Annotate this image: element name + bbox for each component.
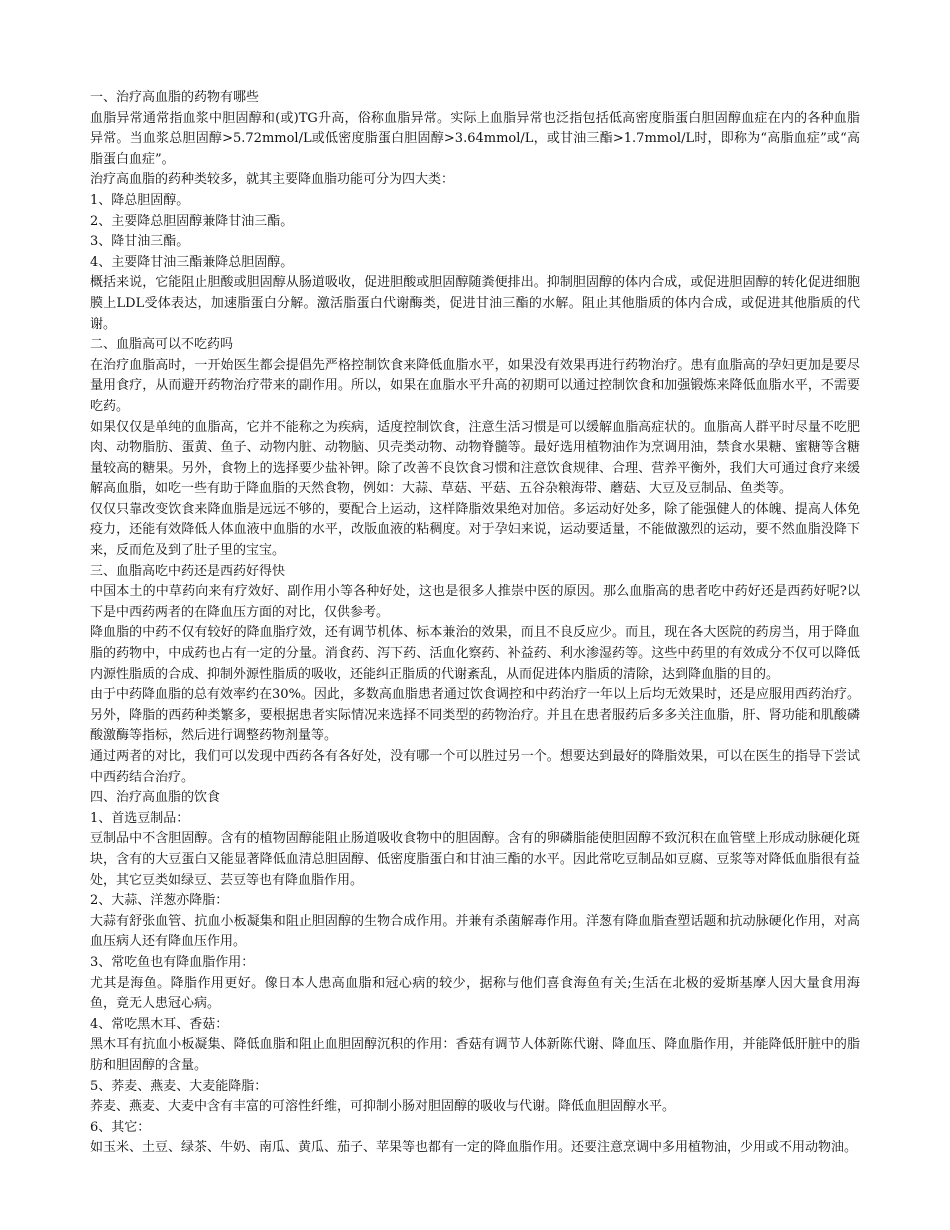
- document-body: [90, 88, 860, 1159]
- paragraph: 如玉米、土豆、绿茶、牛奶、南瓜、黄瓜、茄子、苹果等也都有一定的降血脂作用。还要注意烹调中多用植物油，少用或不用动物油。: [90, 1140, 858, 1156]
- subheading: 3、常吃鱼也有降血脂作用：: [90, 954, 255, 970]
- paragraph: 通过两者的对比，我们可以发现中西药各有各好处，没有哪一个可以胜过另一个。想要达到最好的降脂效果，可以在医生的指导下尝试中西药结合治疗。: [90, 749, 860, 785]
- paragraph: 在治疗血脂高时，一开始医生都会提倡先严格控制饮食来降低血脂水平，如果没有效果再进行药物治疗。患有血脂高的孕妇更加是要尽量用食疗，从而避开药物治疗带来的副作用。所以，如果在血脂水平升高的初期可以通过控制饮食和加强锻炼来降低血脂水平，不需要吃药。: [90, 357, 860, 414]
- paragraph: 如果仅仅是单纯的血脂高，它并不能称之为疾病，适度控制饮食，注意生活习惯是可以缓解血脂高症状的。血脂高人群平时尽量不吃肥肉、动物脂肪、蛋黄、鱼子、动物内脏、动物脑、贝壳类动物、动物脊髓等。最好选用植物油作为烹调用油，禁食水果糖、蜜糖等含糖量较高的糖果。另外，食物上的选择要少盐补钾。除了改善不良饮食习惯和注意饮食规律、合理、营养平衡外，我们大可通过食疗来缓解高血脂，如吃一些有助于降血脂的天然食物，例如：大蒜、草菇、平菇、五谷杂粮海带、蘑菇、大豆及豆制品、鱼类等。: [90, 419, 860, 497]
- paragraph: 血脂异常通常指血浆中胆固醇和(或)TG升高，俗称血脂异常。实际上血脂异常也泛指包括低高密度脂蛋白胆固醇血症在内的各种血脂异常。当血浆总胆固醇>5.72mmol/L或低密度脂蛋白胆固醇>3.64mmol/L，或甘油三酯>1.7mmol/L时，即称为“高脂血症”或“高脂蛋白血症”。: [90, 110, 860, 167]
- list-item: 4、主要降甘油三酯兼降总胆固醇。: [90, 254, 294, 270]
- subheading: 2、大蒜、洋葱亦降脂：: [90, 893, 229, 909]
- list-item: 2、主要降总胆固醇兼降甘油三酯。: [90, 213, 294, 229]
- paragraph: 大蒜有舒张血管、抗血小板凝集和阻止胆固醇的生物合成作用。并兼有杀菌解毒作用。洋葱有降血脂查塑话题和抗动脉硬化作用，对高血压病人还有降血压作用。: [90, 913, 860, 950]
- paragraph: 概括来说，它能阻止胆酸或胆固醇从肠道吸收，促进胆酸或胆固醇随粪便排出。抑制胆固醇的体内合成，或促进胆固醇的转化促进细胞膜上LDL受体表达，加速脂蛋白分解。激活脂蛋白代谢酶类，促进甘油三酯的水解。阻止其他脂质的体内合成，或促进其他脂质的代谢。: [90, 275, 860, 332]
- subheading: 4、常吃黑木耳、香菇：: [90, 1016, 229, 1032]
- paragraph: 由于中药降血脂的总有效率约在30%。因此，多数高血脂患者通过饮食调控和中药治疗一年以上后均无效果时，还是应服用西药治疗。另外，降脂的西药种类繁多，要根据患者实际情况来选择不同类型的药物治疗。并且在患者服药后多多关注血脂，肝、肾功能和肌酸磷酸激酶等指标，然后进行调整药物剂量等。: [90, 687, 860, 744]
- paragraph: 中国本土的中草药向来有疗效好、副作用小等各种好处，这也是很多人推崇中医的原因。那么血脂高的患者吃中药好还是西药好呢?以下是中西药两者的在降血压方面的对比，仅供参考。: [90, 584, 860, 620]
- section-heading-2: 二、血脂高可以不吃药吗: [90, 337, 234, 353]
- paragraph: 仅仅只靠改变饮食来降血脂是远远不够的，要配合上运动，这样降脂效果绝对加倍。多运动好处多，除了能强健人的体魄、提高人体免疫力，还能有效降低人体血液中血脂的水平，改版血液的粘稠度。对于孕妇来说，运动要适量，不能做激烈的运动，要不然血脂没降下来，反而危及到了肚子里的宝宝。: [90, 501, 860, 559]
- paragraph: 黑木耳有抗血小板凝集、降低血脂和阻止血胆固醇沉积的作用：香菇有调节人体新陈代谢、降血压、降血脂作用，并能降低肝脏中的脂肪和胆固醇的含量。: [90, 1037, 860, 1073]
- paragraph: 尤其是海鱼。降脂作用更好。像日本人患高血脂和冠心病的较少，据称与他们喜食海鱼有关;生活在北极的爱斯基摩人因大量食用海鱼，竟无人患冠心病。: [90, 975, 860, 1012]
- subheading: 1、首选豆制品：: [90, 810, 190, 826]
- section-heading-4: 四、治疗高血脂的饮食: [90, 790, 221, 806]
- paragraph: 豆制品中不含胆固醇。含有的植物固醇能阻止肠道吸收食物中的胆固醇。含有的卵磷脂能使胆固醇不致沉积在血管壁上形成动脉硬化斑块，含有的大豆蛋白又能显著降低血清总胆固醇、低密度脂蛋白和甘油三酯的水平。因此常吃豆制品如豆腐、豆浆等对降低血脂很有益处，其它豆类如绿豆、芸豆等也有降血脂作用。: [90, 831, 860, 888]
- subheading: 6、其它：: [90, 1119, 151, 1135]
- list-item: 1、降总胆固醇。: [90, 192, 190, 208]
- section-heading-1: 一、治疗高血脂的药物有哪些: [90, 90, 260, 105]
- list-item: 3、降甘油三酯。: [90, 234, 190, 250]
- section-heading-3: 三、血脂高吃中药还是西药好得快: [90, 563, 286, 579]
- paragraph: 降血脂的中药不仅有较好的降血脂疗效，还有调节机体、标本兼治的效果，而且不良反应少。而且，现在各大医院的药房当，用于降血脂的药物中，中成药也占有一定的分量。消食药、泻下药、活血化察药、补益药、利水渗湿药等。这些中药里的有效成分不仅可以降低内源性脂质的合成、抑制外源性脂质的吸收，还能纠正脂质的代谢紊乱，从而促进体内脂质的清除，达到降血脂的目的。: [90, 625, 860, 682]
- paragraph: 治疗高血脂的药种类较多，就其主要降血脂功能可分为四大类：: [90, 172, 455, 188]
- subheading: 5、荞麦、燕麦、大麦能降脂：: [90, 1078, 268, 1094]
- paragraph: 荞麦、燕麦、大麦中含有丰富的可溶性纤维，可抑制小肠对胆固醇的吸收与代谢。降低血胆固醇水平。: [90, 1099, 676, 1115]
